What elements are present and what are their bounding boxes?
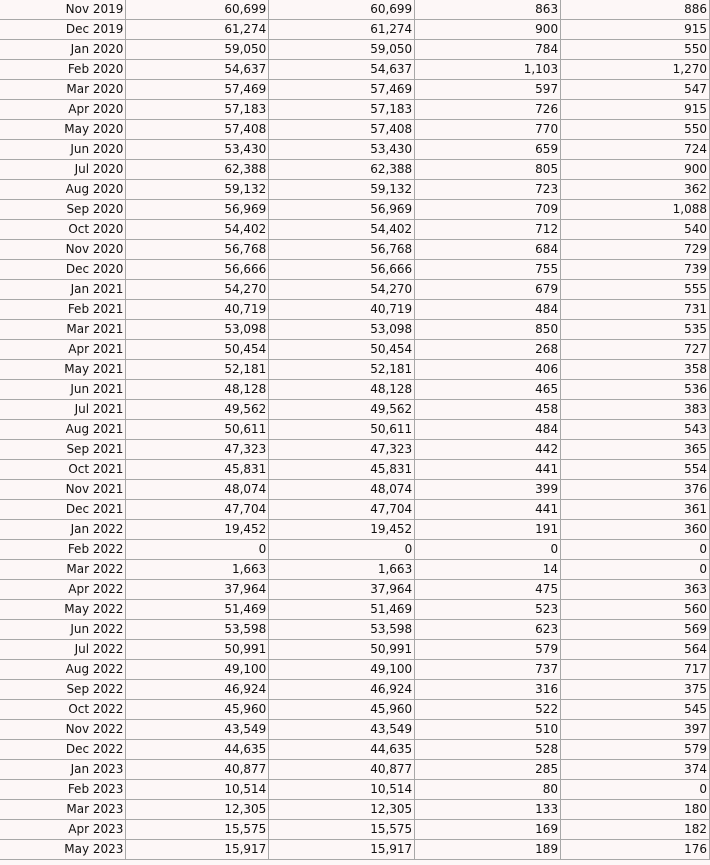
- table-row: [0, 440, 710, 460]
- value-cell-4: 176: [561, 840, 710, 860]
- value-cell-2: 45,960: [269, 700, 415, 720]
- value-cell-4: 550: [561, 120, 710, 140]
- value-cell-2: 0: [269, 540, 415, 560]
- value-cell-2: 50,991: [269, 640, 415, 660]
- table-row: [0, 500, 710, 520]
- table-row: [0, 680, 710, 700]
- value-cell-2: 49,562: [269, 400, 415, 420]
- value-cell-1: 56,969: [126, 200, 269, 220]
- table-row: [0, 460, 710, 480]
- value-cell-3: 737: [415, 660, 561, 680]
- value-cell-3: 523: [415, 600, 561, 620]
- value-cell-3: 169: [415, 820, 561, 840]
- value-cell-1: 44,635: [126, 740, 269, 760]
- value-cell-2: 50,611: [269, 420, 415, 440]
- value-cell-3: 522: [415, 700, 561, 720]
- table-row: [0, 720, 710, 740]
- table-row: [0, 840, 710, 860]
- table-row: [0, 420, 710, 440]
- value-cell-1: 53,598: [126, 620, 269, 640]
- value-cell-3: 863: [415, 0, 561, 20]
- month-cell: Jun 2021: [0, 380, 126, 400]
- month-cell: Aug 2020: [0, 180, 126, 200]
- month-cell: Jun 2022: [0, 620, 126, 640]
- value-cell-3: 679: [415, 280, 561, 300]
- month-cell: Dec 2021: [0, 500, 126, 520]
- value-cell-4: 374: [561, 760, 710, 780]
- value-cell-2: 57,469: [269, 80, 415, 100]
- value-cell-4: 535: [561, 320, 710, 340]
- month-cell: Aug 2022: [0, 660, 126, 680]
- table-row: [0, 100, 710, 120]
- value-cell-4: 383: [561, 400, 710, 420]
- month-cell: Feb 2022: [0, 540, 126, 560]
- month-cell: Mar 2021: [0, 320, 126, 340]
- value-cell-4: 540: [561, 220, 710, 240]
- value-cell-2: 52,181: [269, 360, 415, 380]
- table-row: [0, 800, 710, 820]
- value-cell-4: 579: [561, 740, 710, 760]
- value-cell-3: 189: [415, 840, 561, 860]
- month-cell: Apr 2020: [0, 100, 126, 120]
- table-row: [0, 580, 710, 600]
- value-cell-4: 547: [561, 80, 710, 100]
- month-cell: Oct 2022: [0, 700, 126, 720]
- value-cell-1: 0: [126, 540, 269, 560]
- value-cell-3: 528: [415, 740, 561, 760]
- value-cell-4: 724: [561, 140, 710, 160]
- table-row: [0, 20, 710, 40]
- month-cell: Jun 2020: [0, 140, 126, 160]
- month-cell: Oct 2021: [0, 460, 126, 480]
- value-cell-4: 397: [561, 720, 710, 740]
- value-cell-2: 53,098: [269, 320, 415, 340]
- table-row: [0, 780, 710, 800]
- table-row: [0, 540, 710, 560]
- table-row: [0, 600, 710, 620]
- value-cell-2: 53,598: [269, 620, 415, 640]
- value-cell-3: 579: [415, 640, 561, 660]
- value-cell-1: 52,181: [126, 360, 269, 380]
- value-cell-4: 365: [561, 440, 710, 460]
- value-cell-4: 363: [561, 580, 710, 600]
- value-cell-1: 45,960: [126, 700, 269, 720]
- month-cell: Jul 2021: [0, 400, 126, 420]
- value-cell-3: 80: [415, 780, 561, 800]
- month-cell: Jan 2020: [0, 40, 126, 60]
- table-row: [0, 300, 710, 320]
- value-cell-3: 597: [415, 80, 561, 100]
- month-cell: Apr 2021: [0, 340, 126, 360]
- value-cell-2: 56,666: [269, 260, 415, 280]
- value-cell-1: 47,704: [126, 500, 269, 520]
- value-cell-2: 48,128: [269, 380, 415, 400]
- month-cell: Feb 2023: [0, 780, 126, 800]
- value-cell-2: 49,100: [269, 660, 415, 680]
- value-cell-2: 47,323: [269, 440, 415, 460]
- value-cell-2: 40,877: [269, 760, 415, 780]
- month-cell: May 2020: [0, 120, 126, 140]
- value-cell-3: 510: [415, 720, 561, 740]
- value-cell-4: 731: [561, 300, 710, 320]
- value-cell-1: 43,549: [126, 720, 269, 740]
- month-cell: Jul 2020: [0, 160, 126, 180]
- value-cell-1: 50,454: [126, 340, 269, 360]
- value-cell-1: 59,132: [126, 180, 269, 200]
- value-cell-1: 59,050: [126, 40, 269, 60]
- value-cell-2: 54,270: [269, 280, 415, 300]
- value-cell-3: 442: [415, 440, 561, 460]
- value-cell-3: 465: [415, 380, 561, 400]
- month-cell: Jan 2023: [0, 760, 126, 780]
- table-row: [0, 280, 710, 300]
- month-cell: Nov 2022: [0, 720, 126, 740]
- value-cell-3: 441: [415, 500, 561, 520]
- table-row: [0, 740, 710, 760]
- value-cell-4: 362: [561, 180, 710, 200]
- value-cell-2: 37,964: [269, 580, 415, 600]
- value-cell-4: 1,088: [561, 200, 710, 220]
- table-row: [0, 620, 710, 640]
- month-cell: Mar 2023: [0, 800, 126, 820]
- value-cell-4: 536: [561, 380, 710, 400]
- value-cell-2: 56,969: [269, 200, 415, 220]
- month-cell: Dec 2022: [0, 740, 126, 760]
- value-cell-1: 53,430: [126, 140, 269, 160]
- value-cell-3: 623: [415, 620, 561, 640]
- value-cell-2: 40,719: [269, 300, 415, 320]
- month-cell: Sep 2021: [0, 440, 126, 460]
- value-cell-3: 441: [415, 460, 561, 480]
- value-cell-2: 48,074: [269, 480, 415, 500]
- value-cell-4: 376: [561, 480, 710, 500]
- value-cell-1: 50,991: [126, 640, 269, 660]
- value-cell-3: 133: [415, 800, 561, 820]
- value-cell-3: 784: [415, 40, 561, 60]
- value-cell-1: 60,699: [126, 0, 269, 20]
- value-cell-2: 56,768: [269, 240, 415, 260]
- month-cell: Sep 2020: [0, 200, 126, 220]
- value-cell-4: 182: [561, 820, 710, 840]
- value-cell-3: 14: [415, 560, 561, 580]
- value-cell-1: 51,469: [126, 600, 269, 620]
- value-cell-3: 712: [415, 220, 561, 240]
- table-row: [0, 400, 710, 420]
- table-row: [0, 320, 710, 340]
- value-cell-2: 50,454: [269, 340, 415, 360]
- value-cell-1: 12,305: [126, 800, 269, 820]
- table-row: [0, 80, 710, 100]
- value-cell-2: 60,699: [269, 0, 415, 20]
- month-cell: Apr 2022: [0, 580, 126, 600]
- value-cell-3: 285: [415, 760, 561, 780]
- value-cell-4: 560: [561, 600, 710, 620]
- value-cell-1: 57,408: [126, 120, 269, 140]
- value-cell-1: 48,074: [126, 480, 269, 500]
- value-cell-2: 46,924: [269, 680, 415, 700]
- table-row: [0, 240, 710, 260]
- value-cell-1: 54,402: [126, 220, 269, 240]
- value-cell-4: 739: [561, 260, 710, 280]
- value-cell-3: 770: [415, 120, 561, 140]
- value-cell-4: 0: [561, 780, 710, 800]
- month-cell: Jan 2022: [0, 520, 126, 540]
- value-cell-4: 915: [561, 100, 710, 120]
- value-cell-4: 569: [561, 620, 710, 640]
- value-cell-3: 268: [415, 340, 561, 360]
- month-cell: Jan 2021: [0, 280, 126, 300]
- value-cell-3: 316: [415, 680, 561, 700]
- value-cell-1: 54,270: [126, 280, 269, 300]
- value-cell-3: 0: [415, 540, 561, 560]
- value-cell-4: 375: [561, 680, 710, 700]
- value-cell-1: 37,964: [126, 580, 269, 600]
- value-cell-1: 57,183: [126, 100, 269, 120]
- value-cell-1: 56,768: [126, 240, 269, 260]
- value-cell-3: 726: [415, 100, 561, 120]
- value-cell-2: 15,575: [269, 820, 415, 840]
- month-cell: Nov 2020: [0, 240, 126, 260]
- table-row: [0, 40, 710, 60]
- value-cell-1: 10,514: [126, 780, 269, 800]
- table-row: [0, 380, 710, 400]
- value-cell-1: 40,877: [126, 760, 269, 780]
- value-cell-4: 360: [561, 520, 710, 540]
- table-row: [0, 220, 710, 240]
- table-row: [0, 140, 710, 160]
- value-cell-1: 49,562: [126, 400, 269, 420]
- value-cell-2: 57,183: [269, 100, 415, 120]
- month-cell: Feb 2021: [0, 300, 126, 320]
- value-cell-4: 915: [561, 20, 710, 40]
- value-cell-3: 805: [415, 160, 561, 180]
- value-cell-1: 45,831: [126, 460, 269, 480]
- month-cell: May 2022: [0, 600, 126, 620]
- value-cell-1: 53,098: [126, 320, 269, 340]
- value-cell-3: 475: [415, 580, 561, 600]
- table-row: [0, 820, 710, 840]
- table-row: [0, 660, 710, 680]
- value-cell-1: 19,452: [126, 520, 269, 540]
- value-cell-1: 57,469: [126, 80, 269, 100]
- value-cell-1: 56,666: [126, 260, 269, 280]
- value-cell-3: 659: [415, 140, 561, 160]
- value-cell-4: 0: [561, 540, 710, 560]
- table-row: [0, 160, 710, 180]
- value-cell-2: 44,635: [269, 740, 415, 760]
- table-row: [0, 700, 710, 720]
- value-cell-1: 15,917: [126, 840, 269, 860]
- value-cell-4: 180: [561, 800, 710, 820]
- value-cell-4: 550: [561, 40, 710, 60]
- month-cell: Jul 2022: [0, 640, 126, 660]
- month-cell: Dec 2020: [0, 260, 126, 280]
- value-cell-3: 850: [415, 320, 561, 340]
- month-cell: Dec 2019: [0, 20, 126, 40]
- month-cell: Sep 2022: [0, 680, 126, 700]
- month-cell: Nov 2021: [0, 480, 126, 500]
- value-cell-3: 684: [415, 240, 561, 260]
- table-row: [0, 120, 710, 140]
- value-cell-4: 886: [561, 0, 710, 20]
- value-cell-4: 555: [561, 280, 710, 300]
- value-cell-3: 755: [415, 260, 561, 280]
- value-cell-4: 361: [561, 500, 710, 520]
- value-cell-2: 19,452: [269, 520, 415, 540]
- value-cell-2: 57,408: [269, 120, 415, 140]
- value-cell-2: 59,050: [269, 40, 415, 60]
- value-cell-4: 729: [561, 240, 710, 260]
- month-cell: Oct 2020: [0, 220, 126, 240]
- value-cell-2: 47,704: [269, 500, 415, 520]
- value-cell-2: 62,388: [269, 160, 415, 180]
- value-cell-4: 0: [561, 560, 710, 580]
- value-cell-1: 61,274: [126, 20, 269, 40]
- table-row: [0, 340, 710, 360]
- table-row: [0, 520, 710, 540]
- month-cell: Mar 2022: [0, 560, 126, 580]
- value-cell-1: 40,719: [126, 300, 269, 320]
- month-cell: Aug 2021: [0, 420, 126, 440]
- value-cell-1: 46,924: [126, 680, 269, 700]
- value-cell-1: 50,611: [126, 420, 269, 440]
- value-cell-2: 59,132: [269, 180, 415, 200]
- value-cell-3: 1,103: [415, 60, 561, 80]
- value-cell-2: 15,917: [269, 840, 415, 860]
- table-row: [0, 560, 710, 580]
- value-cell-3: 484: [415, 300, 561, 320]
- value-cell-4: 1,270: [561, 60, 710, 80]
- value-cell-2: 51,469: [269, 600, 415, 620]
- value-cell-1: 54,637: [126, 60, 269, 80]
- table-row: [0, 60, 710, 80]
- table-row: [0, 760, 710, 780]
- table-row: [0, 640, 710, 660]
- table-row: [0, 260, 710, 280]
- table-row: [0, 180, 710, 200]
- value-cell-3: 723: [415, 180, 561, 200]
- table-row: [0, 480, 710, 500]
- value-cell-4: 564: [561, 640, 710, 660]
- value-cell-2: 54,402: [269, 220, 415, 240]
- month-cell: May 2021: [0, 360, 126, 380]
- value-cell-2: 61,274: [269, 20, 415, 40]
- table-row: [0, 200, 710, 220]
- value-cell-2: 43,549: [269, 720, 415, 740]
- value-cell-3: 406: [415, 360, 561, 380]
- month-cell: Nov 2019: [0, 0, 126, 20]
- value-cell-2: 10,514: [269, 780, 415, 800]
- month-cell: Apr 2023: [0, 820, 126, 840]
- value-cell-2: 12,305: [269, 800, 415, 820]
- value-cell-3: 709: [415, 200, 561, 220]
- table-row: [0, 360, 710, 380]
- value-cell-3: 900: [415, 20, 561, 40]
- value-cell-2: 45,831: [269, 460, 415, 480]
- value-cell-2: 54,637: [269, 60, 415, 80]
- value-cell-2: 53,430: [269, 140, 415, 160]
- month-cell: Feb 2020: [0, 60, 126, 80]
- month-cell: Mar 2020: [0, 80, 126, 100]
- value-cell-2: 1,663: [269, 560, 415, 580]
- value-cell-1: 15,575: [126, 820, 269, 840]
- value-cell-1: 49,100: [126, 660, 269, 680]
- value-cell-1: 1,663: [126, 560, 269, 580]
- value-cell-1: 48,128: [126, 380, 269, 400]
- value-cell-1: 47,323: [126, 440, 269, 460]
- table-row: [0, 0, 710, 20]
- value-cell-4: 358: [561, 360, 710, 380]
- value-cell-4: 717: [561, 660, 710, 680]
- value-cell-3: 458: [415, 400, 561, 420]
- value-cell-4: 900: [561, 160, 710, 180]
- value-cell-3: 484: [415, 420, 561, 440]
- value-cell-4: 727: [561, 340, 710, 360]
- month-cell: May 2023: [0, 840, 126, 860]
- value-cell-3: 191: [415, 520, 561, 540]
- value-cell-4: 543: [561, 420, 710, 440]
- value-cell-4: 554: [561, 460, 710, 480]
- value-cell-1: 62,388: [126, 160, 269, 180]
- value-cell-3: 399: [415, 480, 561, 500]
- value-cell-4: 545: [561, 700, 710, 720]
